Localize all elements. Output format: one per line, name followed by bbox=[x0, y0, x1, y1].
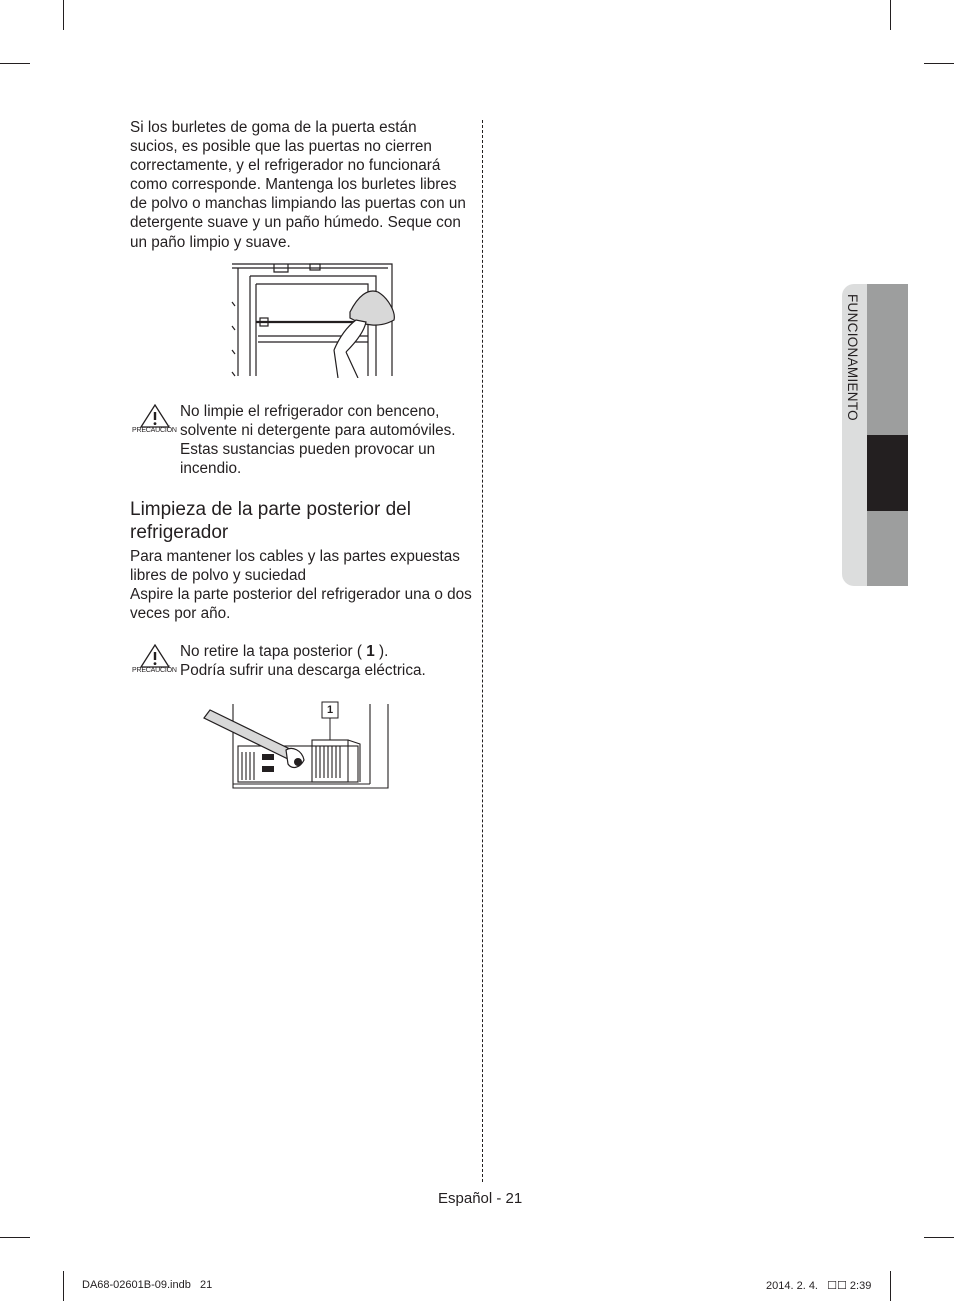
crop-mark-top-left bbox=[63, 0, 64, 30]
crop-mark-top-left-h bbox=[0, 63, 30, 64]
text-line: Podría sufrir una descarga eléctrica. bbox=[180, 662, 426, 680]
text-line: correctamente, y el refrigerador no funcionará bbox=[130, 157, 441, 175]
text-line: solvente ni detergente para automóviles. bbox=[180, 422, 456, 440]
text-line: como corresponde. Mantenga los burletes libres bbox=[130, 176, 457, 194]
section-heading bbox=[130, 498, 475, 544]
text-line: Aspire la parte posterior del refrigerador una o dos bbox=[130, 586, 472, 604]
side-tab-label: FUNCIONAMIENTO bbox=[845, 294, 860, 421]
crop-mark-bottom-right bbox=[890, 1271, 891, 1301]
text-line: Si los burletes de goma de la puerta están bbox=[130, 119, 417, 136]
text-line: de polvo o manchas limpiando las puertas con un bbox=[130, 195, 466, 213]
caution-1-text bbox=[180, 402, 475, 478]
caution-label: PRECAUCIÓN bbox=[132, 667, 177, 674]
callout-number: 1 bbox=[366, 643, 375, 660]
crop-mark-bottom-right-h bbox=[924, 1237, 954, 1238]
side-tab-active-marker bbox=[867, 435, 908, 511]
file-slug: DA68-02601B-09.indb 21 bbox=[82, 1279, 213, 1291]
text-line: detergente suave y un paño húmedo. Seque con bbox=[130, 214, 461, 232]
door-gasket-cleaning-illustration bbox=[228, 262, 398, 378]
crop-mark-top-right bbox=[890, 0, 891, 30]
text-line: Estas sustancias pueden provocar un bbox=[180, 441, 436, 459]
heading-line: Limpieza de la parte posterior del bbox=[130, 499, 411, 520]
column-divider bbox=[482, 120, 483, 1182]
text-line: incendio. bbox=[180, 460, 242, 478]
text-line: sucios, es posible que las puertas no cierren bbox=[130, 138, 432, 156]
intro-paragraph bbox=[130, 118, 475, 252]
text-line: Para mantener los cables y las partes expuestas bbox=[130, 548, 460, 565]
rear-vacuuming-illustration bbox=[200, 700, 392, 792]
caution-2-text bbox=[180, 642, 475, 680]
callout-number-label: 1 bbox=[326, 704, 334, 716]
section-paragraph bbox=[130, 547, 480, 623]
print-timestamp: 2014. 2. 4. ☐☐ 2:39 bbox=[766, 1280, 872, 1292]
text-line: un paño limpio y suave. bbox=[130, 233, 291, 251]
text-line: libres de polvo y suciedad bbox=[130, 567, 307, 585]
text-line: veces por año. bbox=[130, 605, 231, 623]
page-number: Español - 21 bbox=[438, 1190, 523, 1207]
text-line bbox=[180, 642, 475, 661]
caution-warning-icon bbox=[132, 644, 180, 684]
text-line: No limpie el refrigerador con benceno, bbox=[180, 403, 440, 420]
text-fragment: No retire la tapa posterior ( bbox=[180, 643, 367, 660]
caution-label: PRECAUCIÓN bbox=[132, 427, 177, 434]
text-fragment: ). bbox=[374, 643, 389, 660]
crop-mark-bottom-left-h bbox=[0, 1237, 30, 1238]
caution-warning-icon bbox=[132, 404, 180, 444]
heading-line: refrigerador bbox=[130, 522, 229, 543]
crop-mark-top-right-h bbox=[924, 63, 954, 64]
crop-mark-bottom-left bbox=[63, 1271, 64, 1301]
